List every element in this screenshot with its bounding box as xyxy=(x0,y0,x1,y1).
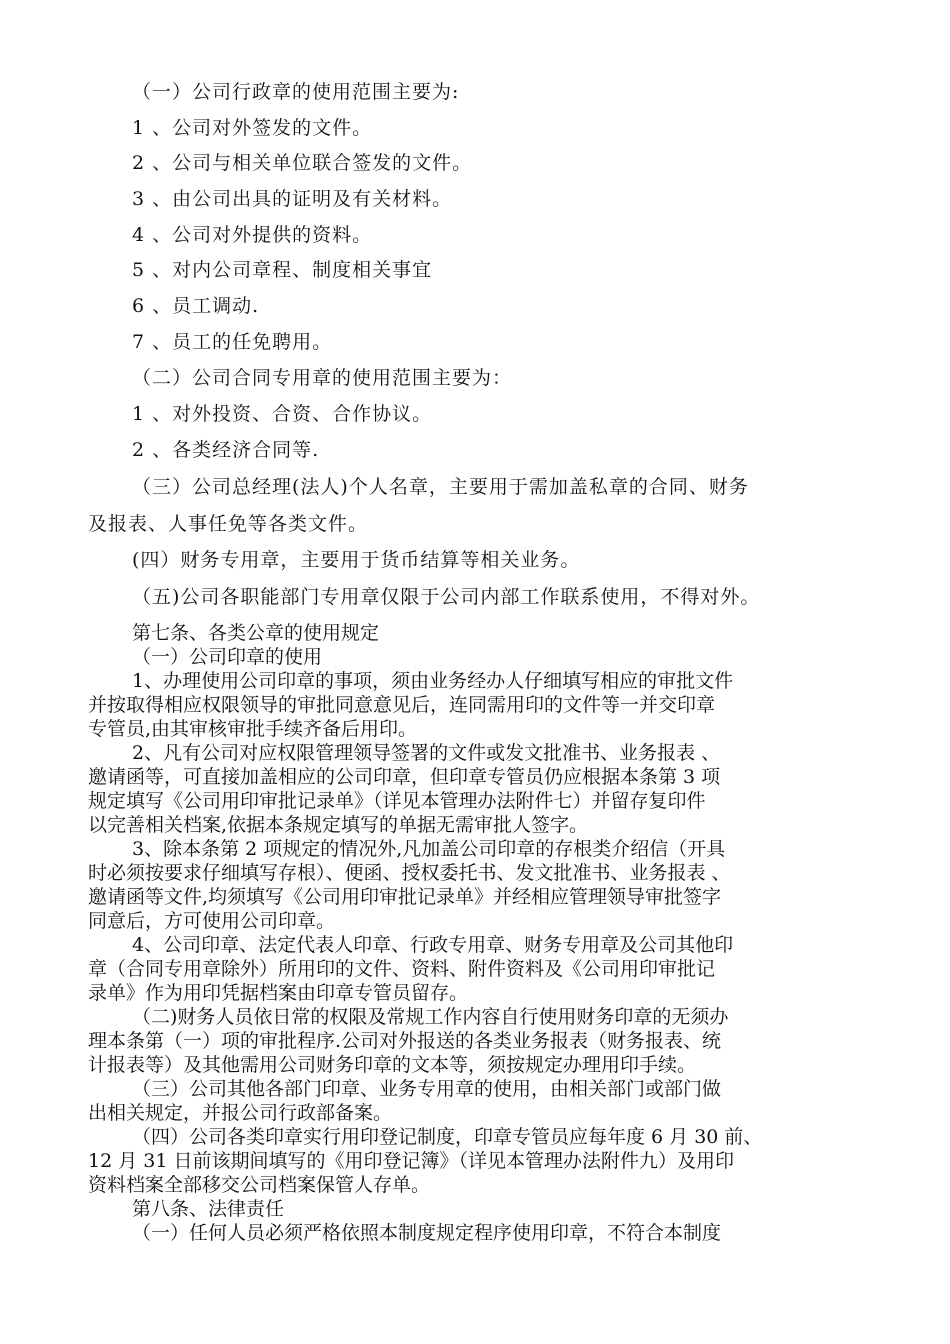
paragraph-line: 1、办理使用公司印章的事项，须由业务经办人仔细填写相应的审批文件 xyxy=(132,670,734,692)
list-item: 6 、员工调动. xyxy=(132,295,260,317)
list-item: 2 、各类经济合同等. xyxy=(132,439,320,461)
list-item: 1 、对外投资、合资、合作协议。 xyxy=(132,403,433,425)
paragraph-line: 录单》作为用印凭据档案由印章专管员留存。 xyxy=(88,982,469,1004)
paragraph-line: 以完善相关档案,依据本条规定填写的单据无需审批人签字。 xyxy=(88,814,589,836)
list-item: 1 、公司对外签发的文件。 xyxy=(132,117,373,139)
paragraph-line: （四）公司各类印章实行用印登记制度，印章专管员应每年度 6 月 30 前、 xyxy=(132,1126,763,1148)
paragraph-line: 2、凡有公司对应权限管理领导签署的文件或发文批准书、业务报表 、 xyxy=(132,742,721,764)
list-item: 2 、公司与相关单位联合签发的文件。 xyxy=(132,152,473,174)
list-item: 7 、员工的任免聘用。 xyxy=(132,331,333,353)
paragraph-line: 4、公司印章、法定代表人印章、行政专用章、财务专用章及公司其他印 xyxy=(132,934,734,956)
paragraph-line: 出相关规定，并报公司行政部备案。 xyxy=(88,1102,393,1124)
paragraph-line: 规定填写《公司用印审批记录单》（详见本管理办法附件七）并留存复印件 xyxy=(88,790,706,812)
paragraph-line: 时必须按要求仔细填写存根）、便函、授权委托书、发文批准书、业务报表 、 xyxy=(88,862,731,884)
paragraph-line: 计报表等）及其他需用公司财务印章的文本等，须按规定办理用印手续。 xyxy=(88,1054,697,1076)
paragraph-line: （一）任何人员必须严格依照本制度规定程序使用印章，不符合本制度 xyxy=(132,1222,722,1244)
article-heading-eight: 第八条、法律责任 xyxy=(132,1198,285,1220)
paragraph-line: 并按取得相应权限领导的审批同意意见后，连同需用印的文件等一并交印章 xyxy=(88,694,716,716)
section-heading-administrative-seal: （一）公司行政章的使用范围主要为: xyxy=(132,81,460,103)
section-heading-contract-seal: （二）公司合同专用章的使用范围主要为： xyxy=(132,367,513,389)
list-item: 4 、公司对外提供的资料。 xyxy=(132,224,373,246)
paragraph-line: 12 月 31 日前该期间填写的《用印登记簿》（详见本管理办法附件九）及用印 xyxy=(88,1150,734,1172)
paragraph-line: 邀请函等，可直接加盖相应的公司印章，但印章专管员仍应根据本条第 3 项 xyxy=(88,766,721,788)
paragraph-line: 3、除本条第 2 项规定的情况外,凡加盖公司印章的存根类介绍信（开具 xyxy=(132,838,726,860)
subsection-heading: （一）公司印章的使用 xyxy=(132,646,323,668)
paragraph-line: (四）财务专用章，主要用于货币结算等相关业务。 xyxy=(132,549,581,571)
paragraph-line: （二)财务人员依日常的权限及常规工作内容自行使用财务印章的无须办 xyxy=(132,1006,729,1028)
paragraph-line: 章（合同专用章除外）所用印的文件、资料、附件资料及《公司用印审批记 xyxy=(88,958,716,980)
paragraph-line: （三）公司其他各部门印章、业务专用章的使用，由相关部门或部门做 xyxy=(132,1078,722,1100)
list-item: 3 、由公司出具的证明及有关材料。 xyxy=(132,188,453,210)
paragraph-line: 专管员,由其审核审批手续齐备后用印。 xyxy=(88,718,418,740)
paragraph-line: （三）公司总经理(法人)个人名章，主要用于需加盖私章的合同、财务 xyxy=(132,476,749,498)
paragraph-line: （五)公司各职能部门专用章仅限于公司内部工作联系使用，不得对外。 xyxy=(132,586,761,608)
list-item: 5 、对内公司章程、制度相关事宜 xyxy=(132,259,433,281)
paragraph-line: 理本条第（一）项的审批程序.公司对外报送的各类业务报表（财务报表、统 xyxy=(88,1030,722,1052)
article-heading-seven: 第七条、各类公章的使用规定 xyxy=(132,622,380,644)
paragraph-line: 资料档案全部移交公司档案保管人存单。 xyxy=(88,1174,431,1196)
paragraph-line: 同意后，方可使用公司印章。 xyxy=(88,910,336,932)
paragraph-line: 邀请函等文件,均须填写《公司用印审批记录单》并经相应管理领导审批签字 xyxy=(88,886,722,908)
paragraph-line: 及报表、人事任免等各类文件。 xyxy=(88,513,369,535)
